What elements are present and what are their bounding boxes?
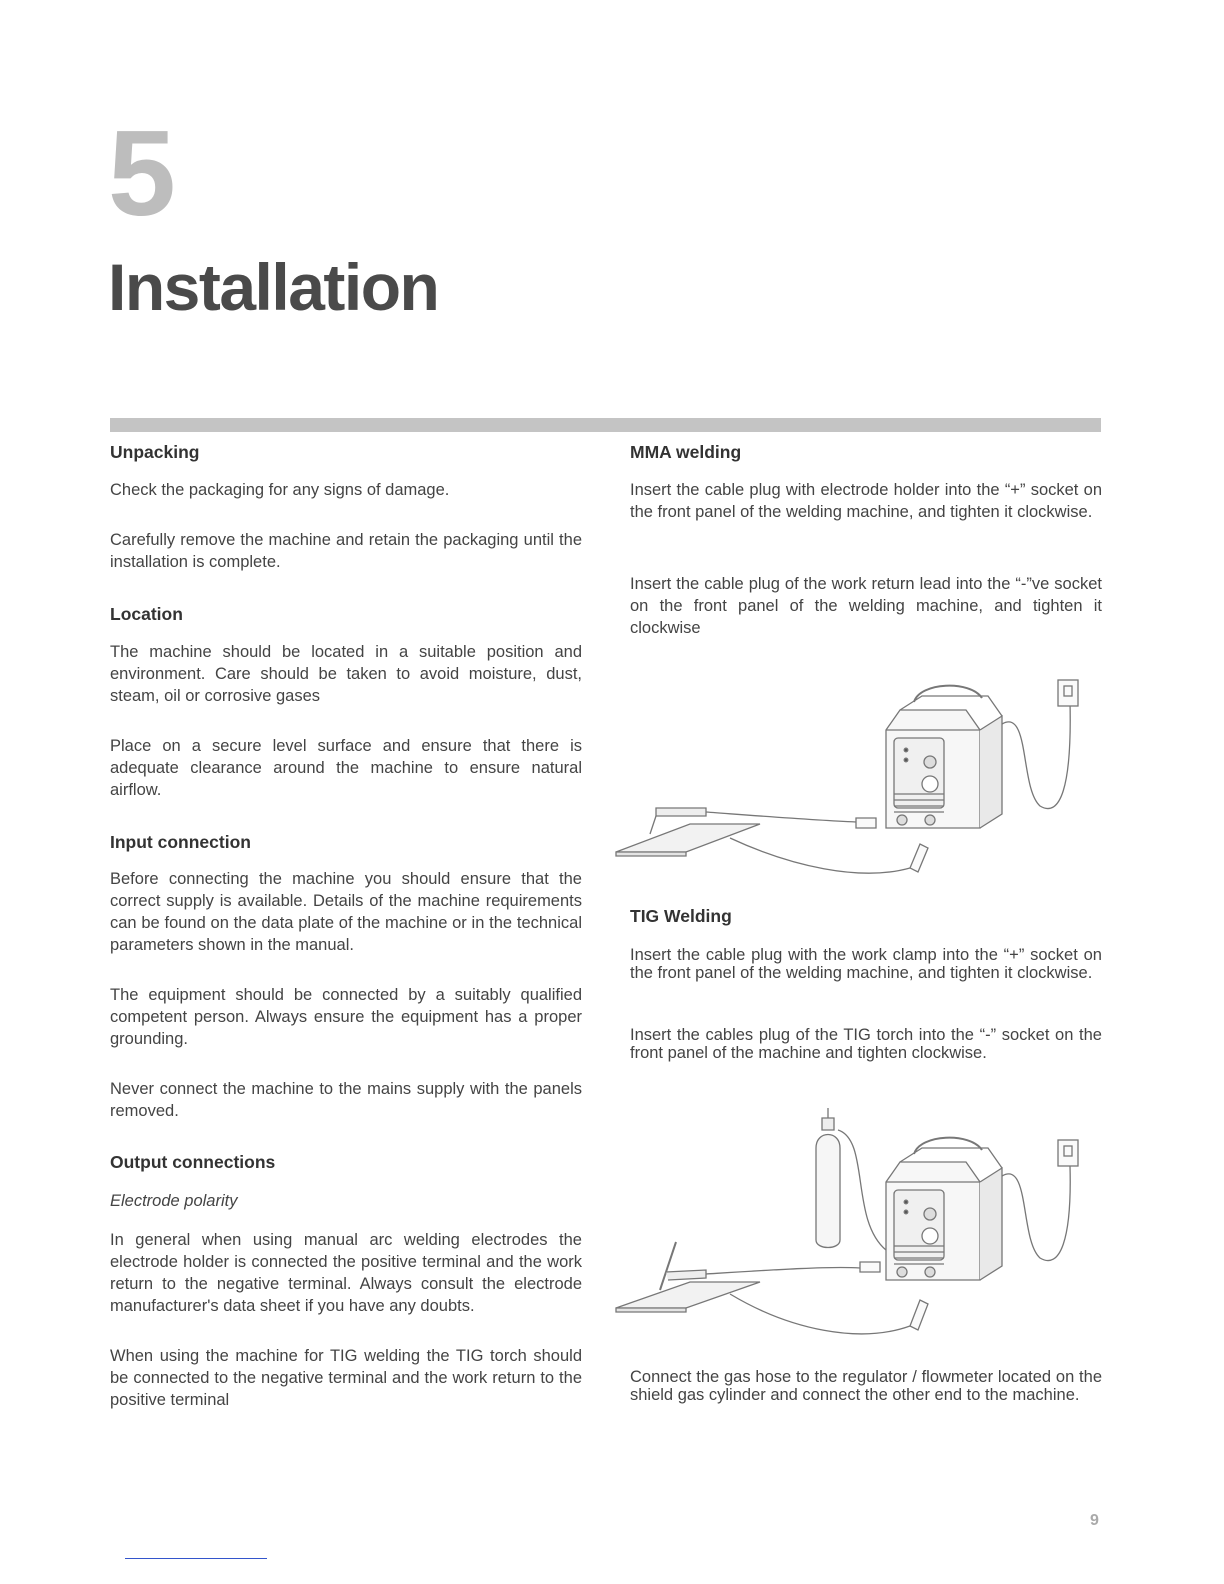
mma-welding-heading: MMA welding	[630, 442, 742, 462]
page-number: 9	[1090, 1512, 1099, 1529]
tig-paragraph-2: Insert the cables plug of the TIG torch into the “-” socket on the front panel of the machine and tighten clockwise.	[630, 1026, 1102, 1062]
input-connection-paragraph-2: The equipment should be connected by a suitably qualified competent person. Always ensure the equipment has a proper grounding.	[110, 986, 582, 1048]
mma-paragraph-1: Insert the cable plug with electrode holder into the “+” socket on the front panel of the welding machine, and tighten it clockwise.	[630, 481, 1102, 521]
location-heading: Location	[110, 604, 183, 624]
input-connection-paragraph-1: Before connecting the machine you should ensure that the correct supply is available. Details of the machine requirements can be found on the data plate of the machine or in the technical parameters shown in the manual.	[110, 870, 582, 954]
output-connections-paragraph-2: When using the machine for TIG welding the TIG torch should be connected to the negative terminal and the work return to the positive terminal	[110, 1347, 582, 1409]
tig-paragraph-1: Insert the cable plug with the work clamp into the “+” socket on the front panel of the welding machine, and tighten it clockwise.	[630, 946, 1102, 982]
input-connection-paragraph-3: Never connect the machine to the mains supply with the panels removed.	[110, 1080, 582, 1120]
unpacking-heading: Unpacking	[110, 442, 200, 462]
output-connections-heading: Output connections	[110, 1152, 276, 1172]
tig-welding-diagram	[610, 1100, 1100, 1350]
unpacking-paragraph-1: Check the packaging for any signs of damage.	[110, 481, 450, 499]
electrode-polarity-subheading: Electrode polarity	[110, 1192, 238, 1210]
input-connection-heading: Input connection	[110, 832, 251, 852]
tig-paragraph-3: Connect the gas hose to the regulator / flowmeter located on the shield gas cylinder and connect the other end to the machine.	[630, 1368, 1102, 1404]
mma-paragraph-2: Insert the cable plug of the work return lead into the “-”ve socket on the front panel of the welding machine, and tighten it clockwise	[630, 575, 1102, 637]
location-paragraph-1: The machine should be located in a suitable position and environment. Care should be taken to avoid moisture, dust, steam, oil or corrosive gases	[110, 643, 582, 705]
location-paragraph-2: Place on a secure level surface and ensure that there is adequate clearance around the machine to ensure natural airflow.	[110, 737, 582, 799]
mma-welding-diagram	[610, 668, 1100, 888]
footer-link-underline[interactable]	[125, 1558, 267, 1559]
unpacking-paragraph-2: Carefully remove the machine and retain the packaging until the installation is complete.	[110, 531, 582, 571]
section-divider	[110, 418, 1101, 432]
tig-welding-heading: TIG Welding	[630, 906, 732, 926]
chapter-number: 5	[108, 105, 174, 241]
output-connections-paragraph-1: In general when using manual arc welding electrodes the electrode holder is connected the positive terminal and the work return to the negative terminal. Always consult the electrode manufacturer's data sheet if you have any doubts.	[110, 1231, 582, 1315]
chapter-title: Installation	[108, 250, 439, 324]
